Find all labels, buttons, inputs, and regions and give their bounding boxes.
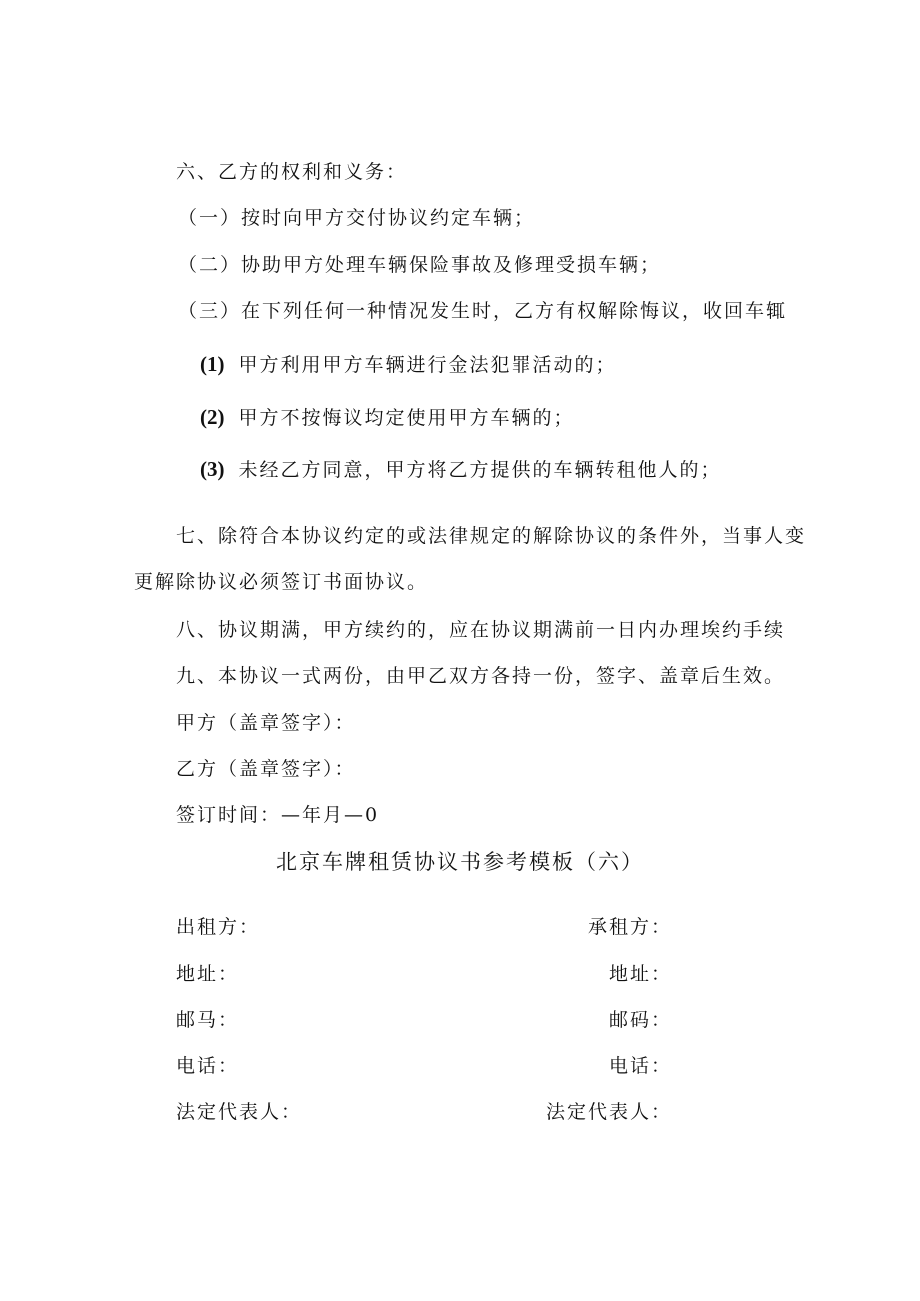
lessee-legal-rep-label: 法定代表人：: [545, 1101, 672, 1123]
template-title: 北京车牌租赁协议书参考模板（六）: [276, 850, 644, 874]
party-a-signature: 甲方（盖章签字）：: [176, 712, 356, 734]
lessee-postcode-label: 邮码：: [608, 1009, 672, 1031]
lessor-address-label: 地址：: [176, 963, 240, 985]
section-7-line-1: 七、除符合本协议约定的或法律规定的解除协议的条件外，当事人变: [176, 525, 807, 547]
section-6-subitem-3: [200, 457, 722, 482]
section-6-subitem-2: [200, 405, 575, 430]
lessor-postcode-label: 邮马：: [176, 1009, 240, 1031]
lessee-label: 承租方：: [587, 916, 672, 938]
subitem-number: (2): [200, 405, 225, 429]
section-6-item-3: （三）在下列任何一种情况发生时，乙方有权解除悔议，收回车辄: [178, 300, 788, 322]
lessor-legal-rep-label: 法定代表人：: [176, 1101, 303, 1123]
party-b-signature: 乙方（盖章签字）：: [176, 758, 356, 780]
lessor-phone-label: 电话：: [176, 1055, 240, 1077]
subitem-text: 未经乙方同意，甲方将乙方提供的车辆转租他人的；: [238, 459, 722, 481]
section-7-line-2: 更解除协议必须签订书面协议。: [134, 571, 429, 593]
subitem-text: 甲方不按悔议均定使用甲方车辆的；: [238, 407, 575, 429]
section-6-subitem-1: [200, 352, 617, 377]
section-6-heading: 六、乙方的权利和义务：: [176, 161, 408, 183]
subitem-number: (3): [200, 457, 225, 481]
subitem-text: 甲方利用甲方车辆进行金法犯罪活动的；: [238, 354, 617, 376]
section-6-item-2: （二）协助甲方处理车辆保险事故及修理受损车辆；: [178, 254, 662, 276]
lessee-address-label: 地址：: [608, 963, 672, 985]
section-8: 八、协议期满，甲方续约的，应在协议期满前一日内办理埃约手续: [176, 619, 786, 641]
lessee-phone-label: 电话：: [608, 1055, 672, 1077]
signing-date: 签订时间：—年月—0: [176, 804, 380, 826]
subitem-number: (1): [200, 352, 225, 376]
section-6-item-1: （一）按时向甲方交付协议约定车辆；: [178, 207, 536, 229]
lessor-label: 出租方：: [176, 916, 261, 938]
section-9: 九、本协议一式两份，由甲乙双方各持一份，签字、盖章后生效。: [176, 665, 786, 687]
